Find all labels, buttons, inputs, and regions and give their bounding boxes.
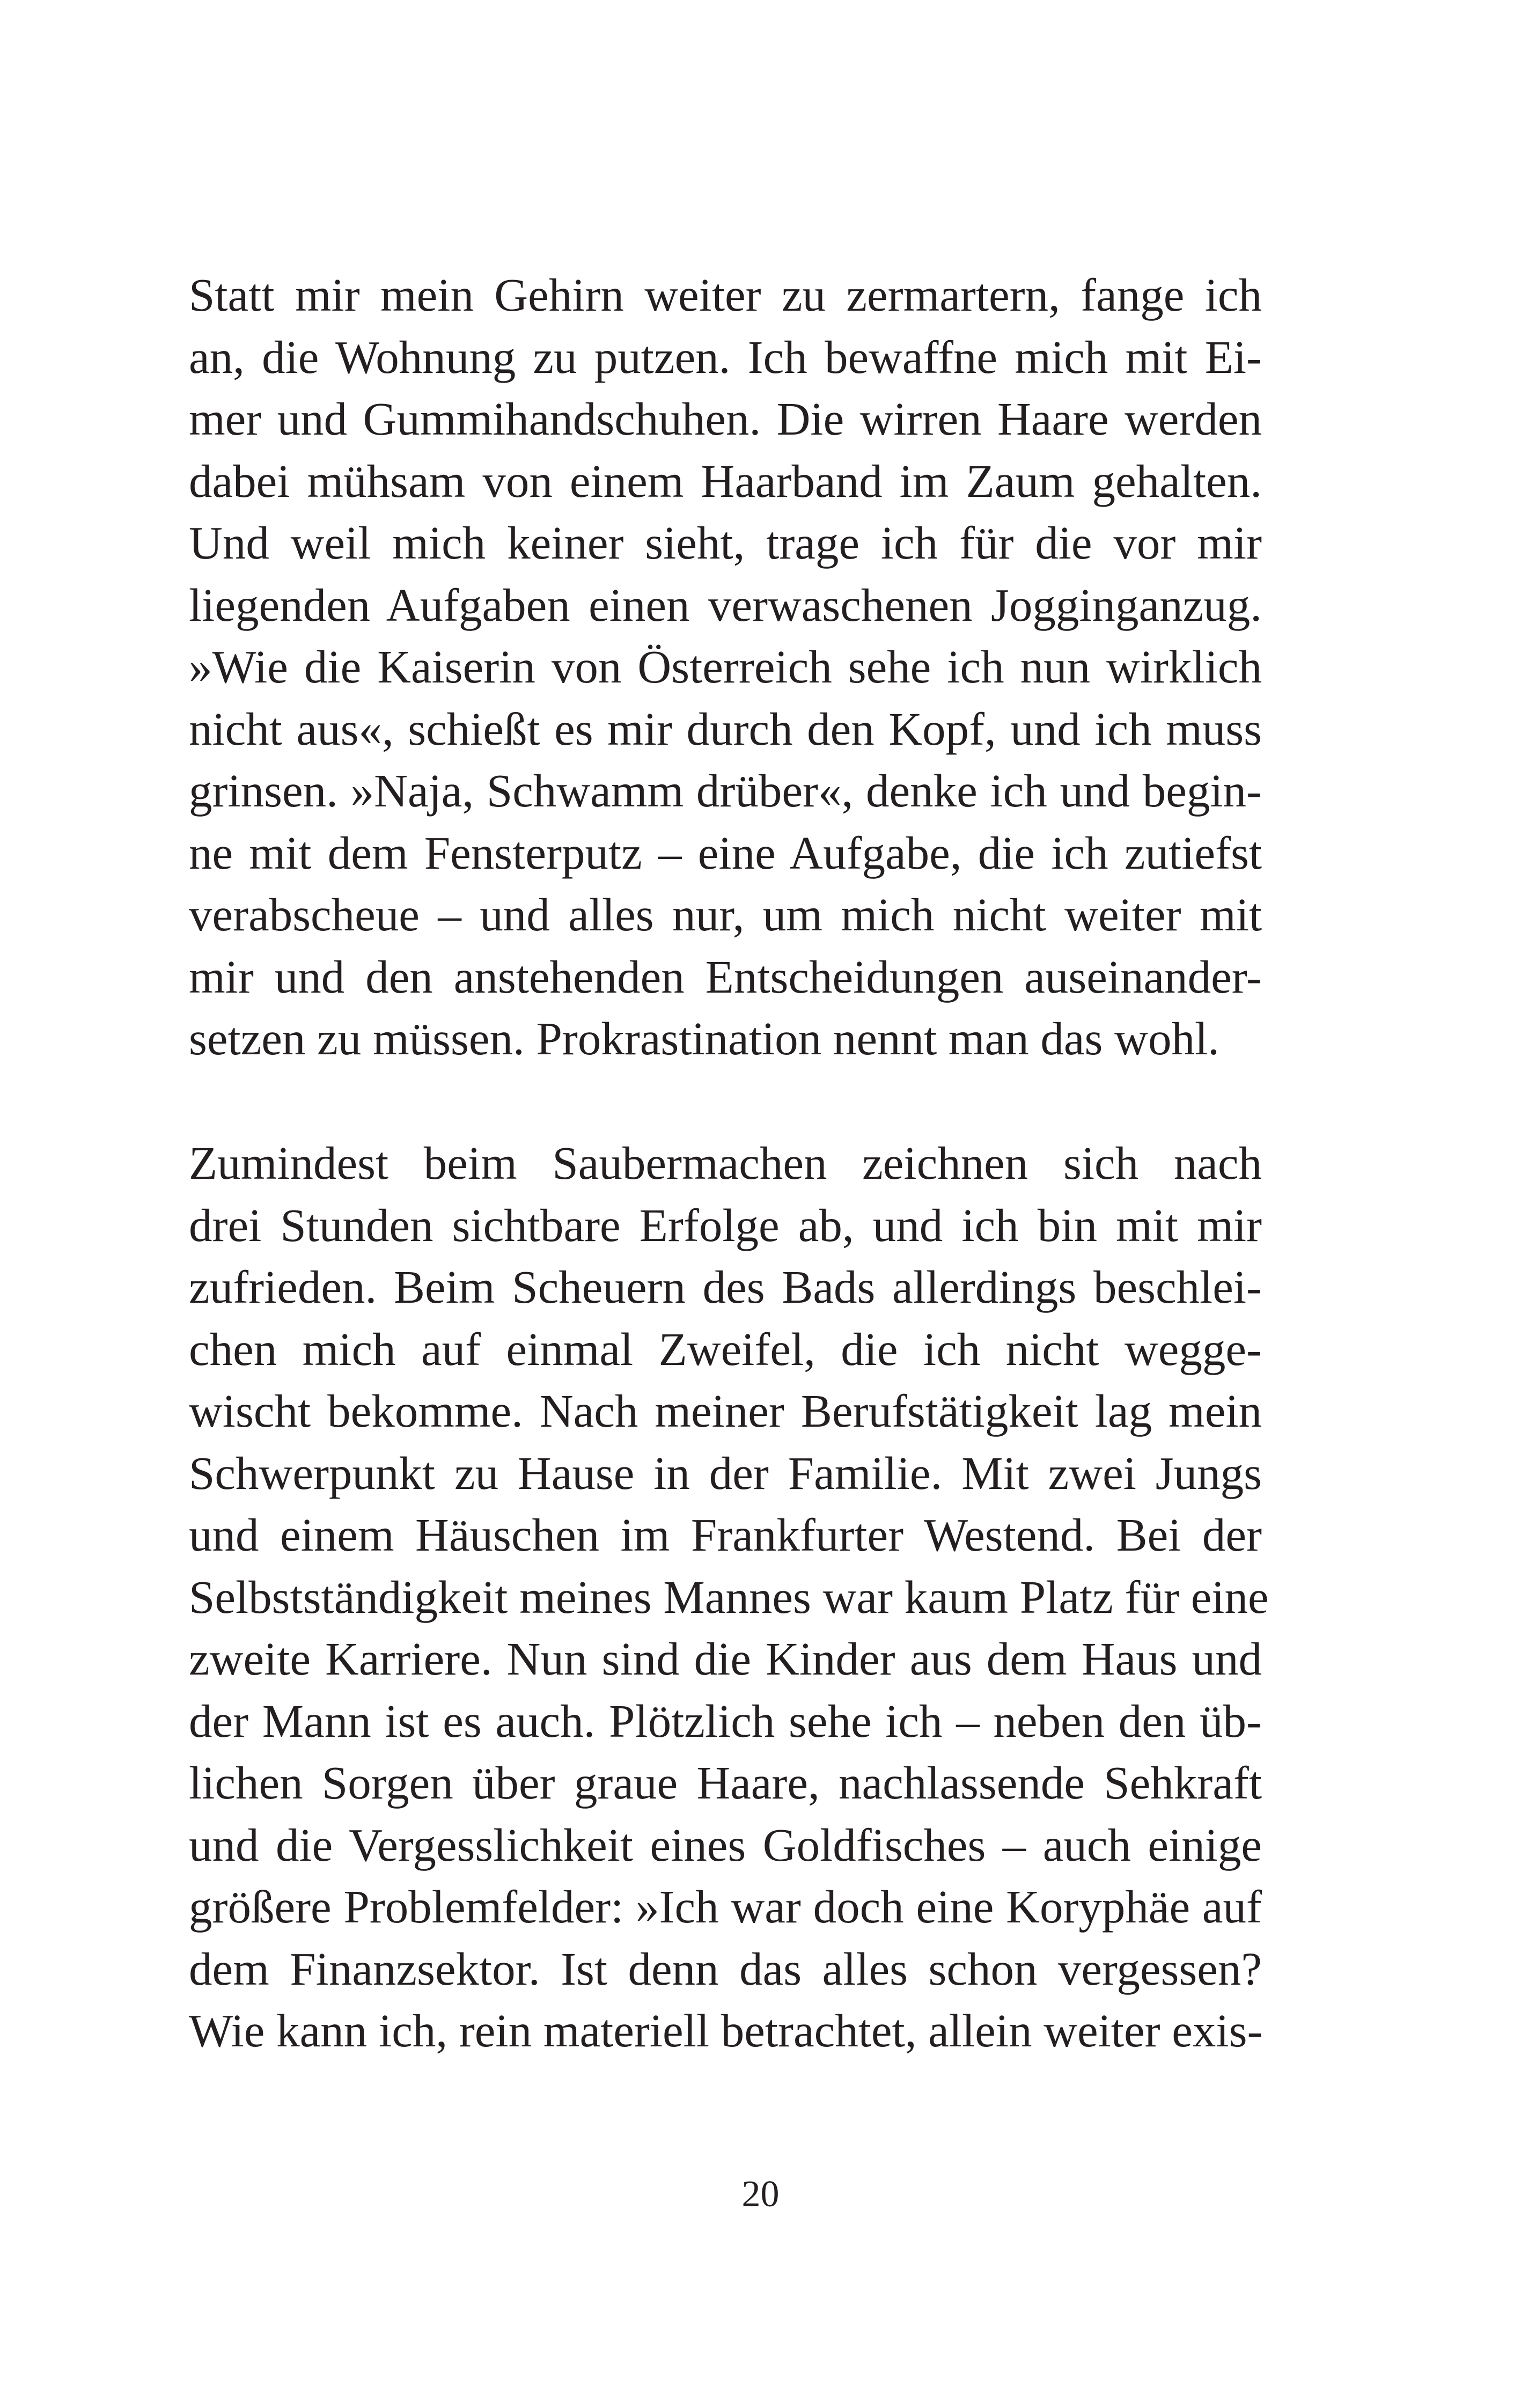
text-line: zweite Karriere. Nun sind die Kinder aus dem Haus und bbox=[189, 1633, 1262, 1685]
text-line: nicht aus«, schießt es mir durch den Kopf, und ich muss bbox=[189, 702, 1262, 755]
text-line: dabei mühsam von einem Haarband im Zaum gehalten. bbox=[189, 454, 1262, 507]
text-line: Zumindest beim Saubermachen zeichnen sich nach bbox=[189, 1137, 1262, 1189]
text-line: zufrieden. Beim Scheuern des Bads allerdings beschlei- bbox=[189, 1261, 1262, 1313]
paragraph-2 bbox=[189, 1132, 1269, 2062]
text-line: lichen Sorgen über graue Haare, nachlassende Sehkraft bbox=[189, 1757, 1262, 1809]
text-line: ne mit dem Fensterputz – eine Aufgabe, die ich zutiefst bbox=[189, 826, 1262, 879]
text-line: mer und Gummihandschuhen. Die wirren Haare werden bbox=[189, 393, 1262, 445]
text-line: Wie kann ich, rein materiell betrachtet, allein weiter exis- bbox=[189, 2005, 1263, 2057]
text-line: drei Stunden sichtbare Erfolge ab, und ich bin mit mir bbox=[189, 1199, 1262, 1251]
text-line: chen mich auf einmal Zweifel, die ich nicht wegge- bbox=[189, 1323, 1262, 1375]
text-line: setzen zu müssen. Prokrastination nennt man das wohl. bbox=[189, 1012, 1219, 1064]
text-line: grinsen. »Naja, Schwamm drüber«, denke ich und begin- bbox=[189, 765, 1262, 817]
paragraph-1 bbox=[189, 264, 1262, 1070]
text-line: Und weil mich keiner sieht, trage ich für die vor mir bbox=[189, 517, 1262, 569]
text-line: und die Vergesslichkeit eines Goldfisches – auch einige bbox=[189, 1818, 1262, 1871]
page-number: 20 bbox=[741, 2174, 780, 2215]
text-line: verabscheue – und alles nur, um mich nicht weiter mit bbox=[189, 889, 1262, 941]
text-line: »Wie die Kaiserin von Österreich sehe ich nun wirklich bbox=[189, 641, 1262, 693]
text-line: wischt bekomme. Nach meiner Berufstätigkeit lag mein bbox=[189, 1385, 1262, 1437]
text-line: Selbstständigkeit meines Mannes war kaum Platz für eine bbox=[189, 1570, 1269, 1623]
text-line: der Mann ist es auch. Plötzlich sehe ich – neben den üb- bbox=[189, 1694, 1262, 1747]
text-line: größere Problemfelder: »Ich war doch eine Koryphäe auf bbox=[189, 1881, 1262, 1933]
text-line: an, die Wohnung zu putzen. Ich bewaffne mich mit Ei- bbox=[189, 331, 1262, 383]
text-line: mir und den anstehenden Entscheidungen auseinander- bbox=[189, 950, 1262, 1003]
text-line: und einem Häuschen im Frankfurter Westend. Bei der bbox=[189, 1509, 1262, 1561]
text-line: liegenden Aufgaben einen verwaschenen Jogginganzug. bbox=[189, 578, 1262, 631]
text-line: Statt mir mein Gehirn weiter zu zermartern, fange ich bbox=[189, 269, 1262, 321]
text-line: dem Finanzsektor. Ist denn das alles schon vergessen? bbox=[189, 1942, 1262, 1995]
text-line: Schwerpunkt zu Hause in der Familie. Mit zwei Jungs bbox=[189, 1447, 1262, 1499]
